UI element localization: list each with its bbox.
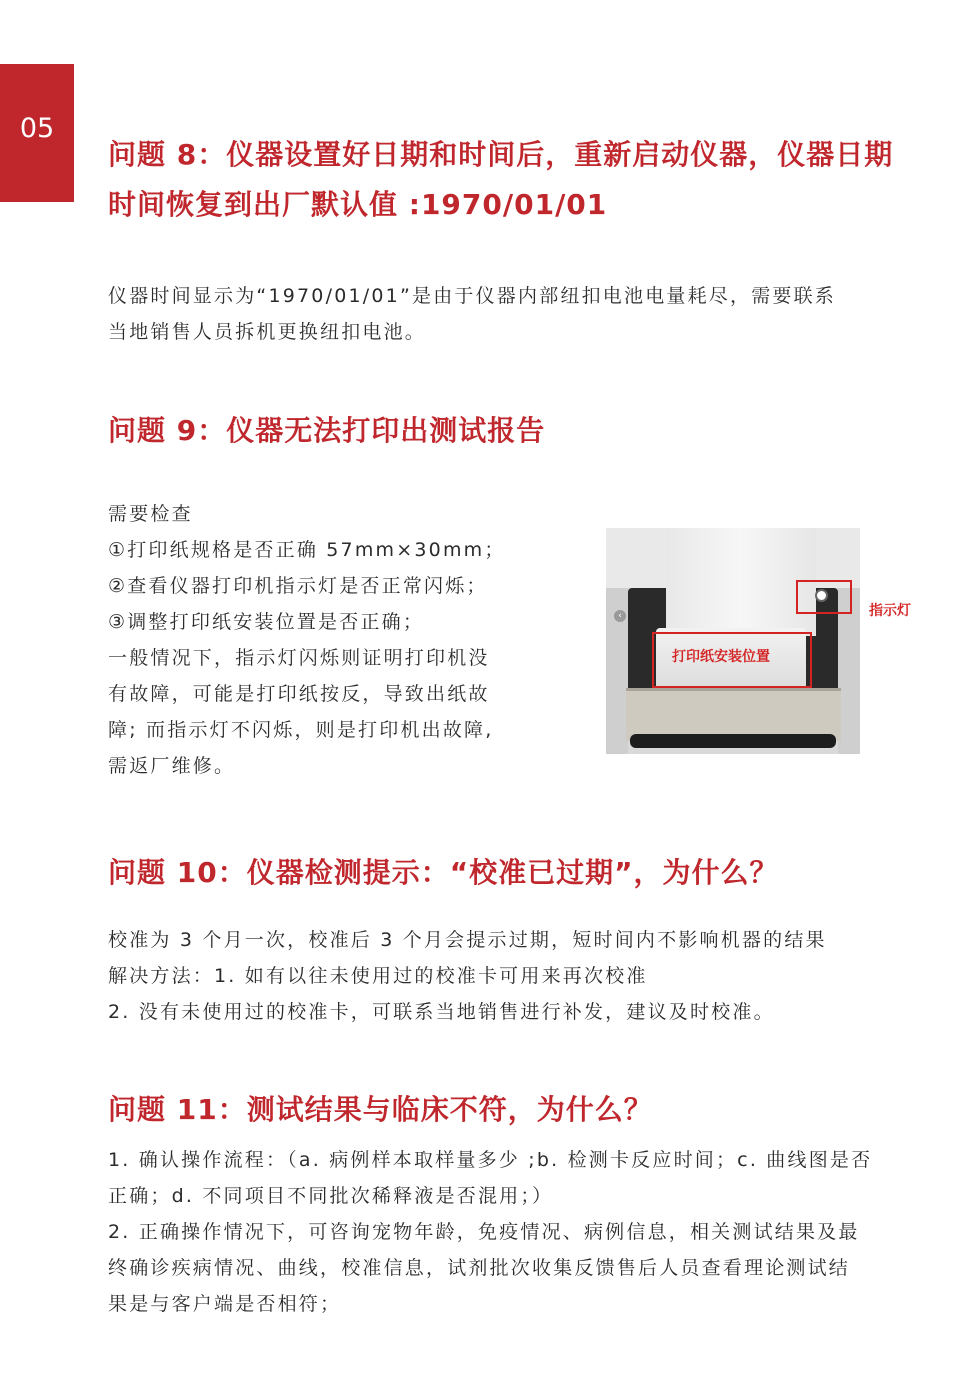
q8-body-line-1: 仪器时间显示为“1970/01/01”是由于仪器内部纽扣电池电量耗尽，需要联系 [108, 285, 836, 307]
q8-heading-line-2: 时间恢复到出厂默认值 :1970/01/01 [108, 188, 608, 221]
q9-heading: 问题 9：仪器无法打印出测试报告 [108, 414, 546, 447]
q11-body [108, 1142, 872, 1322]
q11-body-line-5: 果是与客户端是否相符； [108, 1293, 342, 1315]
q8-heading-line-1: 问题 8：仪器设置好日期和时间后，重新启动仪器，仪器日期 [108, 138, 894, 171]
q9-body-line-8: 需返厂维修。 [108, 755, 236, 777]
q9-body-line-4: ③调整打印纸安装位置是否正确； [108, 611, 425, 633]
q10-body-line-3: 2. 没有未使用过的校准卡，可联系当地销售进行补发，建议及时校准。 [108, 1001, 775, 1023]
q11-body-line-1: 1. 确认操作流程：（a. 病例样本取样量多少 ;b. 检测卡反应时间；c. 曲线图是否 [108, 1149, 873, 1171]
q8-body-line-2: 当地销售人员拆机更换纽扣电池。 [108, 321, 427, 343]
q11-body-line-3: 2. 正确操作情况下，可咨询宠物年龄，免疫情况、病例信息，相关测试结果及最 [108, 1221, 860, 1243]
q8-body [108, 278, 836, 350]
q11-heading: 问题 11：测试结果与临床不符，为什么？ [108, 1093, 653, 1126]
indicator-light-label: 指示灯 [869, 603, 911, 619]
page-number: 05 [19, 112, 55, 144]
q9-body-line-7: 障; 而指示灯不闪烁，则是打印机出故障, [108, 719, 494, 741]
q10-body-line-1: 校准为 3 个月一次，校准后 3 个月会提示过期，短时间内不影响机器的结果 [108, 929, 827, 951]
q9-body-line-1: 需要检查 [108, 503, 193, 525]
q9-body-line-2: ①打印纸规格是否正确 57mm×30mm； [108, 539, 506, 561]
q11-body-line-4: 终确诊疾病情况、曲线，校准信息，试剂批次收集反馈售后人员查看理论测试结 [108, 1257, 851, 1279]
q8-heading [108, 130, 893, 230]
paper-roll [666, 528, 816, 636]
q9-body-line-5: 一般情况下，指示灯闪烁则证明打印机没 [108, 647, 490, 669]
printer-photo [606, 528, 860, 754]
q10-heading: 问题 10：仪器检测提示：“校准已过期”，为什么？ [108, 856, 779, 889]
page-number-tab [0, 64, 74, 202]
chevron-left-icon: ‹ [614, 610, 626, 622]
paper-position-label: 打印纸安装位置 [672, 649, 770, 665]
q11-body-line-2: 正确；d. 不同项目不同批次稀释液是否混用；） [108, 1185, 554, 1207]
q9-body-line-3: ②查看仪器打印机指示灯是否正常闪烁； [108, 575, 488, 597]
indicator-highlight-box [796, 580, 852, 614]
q9-body-line-6: 有故障，可能是打印纸按反，导致出纸故 [108, 683, 490, 705]
q10-body-line-2: 解决方法：1. 如有以往未使用过的校准卡可用来再次校准 [108, 965, 648, 987]
q9-body [108, 496, 506, 784]
q10-body [108, 922, 827, 1030]
